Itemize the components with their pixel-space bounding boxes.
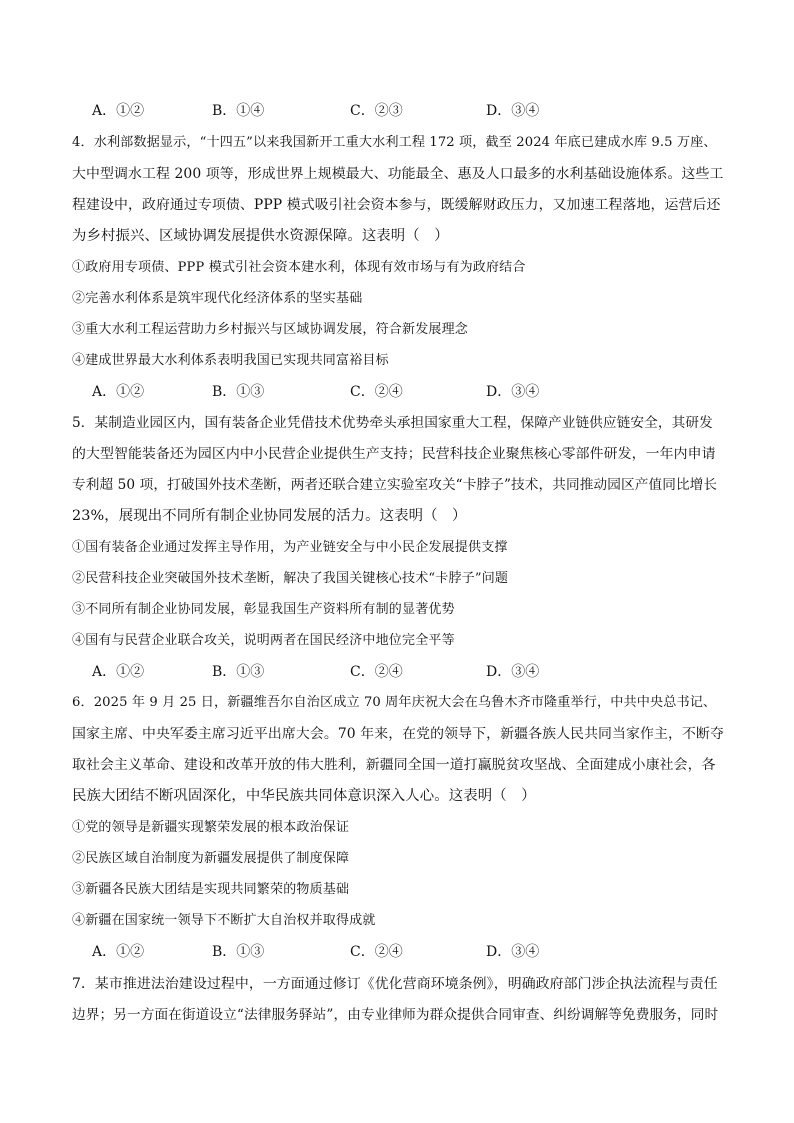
q5-option-d[interactable]: D．③④	[486, 664, 540, 680]
q3-options	[92, 101, 652, 121]
q3-option-d[interactable]: D．③④	[486, 103, 540, 119]
q5-text-line: 专利超 50 项，打破国外技术垄断，两者还联合建立实验室攻关“卡脖子”技术，共同推动园区产值同比增长	[72, 477, 718, 493]
q6-statement: ③新疆各民族大团结是实现共同繁荣的物质基础	[72, 882, 350, 897]
q6-statement: ②民族区域自治制度为新疆发展提供了制度保障	[72, 851, 350, 866]
q4-options	[92, 382, 652, 402]
q5-statement: ④国有与民营企业联合攻关，说明两者在国民经济中地位完全平等	[72, 633, 455, 648]
q4-option-c[interactable]: C．②④	[350, 384, 403, 400]
q7-text-line: 边界；另一方面在街道设立“法律服务驿站”，由专业律师为群众提供合同审查、纠纷调解等免费服务，同时	[72, 1007, 719, 1023]
q5-text-line: 5．某制造业园区内，国有装备企业凭借技术优势牵头承担国家重大工程，保障产业链供应链安全，其研发	[72, 415, 713, 431]
q5-option-b[interactable]: B．①③	[212, 664, 265, 680]
q6-option-c[interactable]: C．②④	[350, 944, 403, 960]
q4-text-line: 程建设中，政府通过专项债、PPP 模式吸引社会资本参与，既缓解财政压力，又加速工程落地，运营后还	[72, 197, 721, 213]
q7-text-line: 7．某市推进法治建设过程中，一方面通过修订《优化营商环境条例》，明确政府部门涉企执法流程与责任	[72, 976, 718, 992]
q5-statement: ①国有装备企业通过发挥主导作用，为产业链安全与中小民企发展提供支撑	[72, 540, 508, 555]
q6-option-d[interactable]: D．③④	[486, 944, 540, 960]
q5-statement: ②民营科技企业突破国外技术垄断，解决了我国关键核心技术“卡脖子”问题	[72, 571, 509, 586]
q5-statement: ③不同所有制企业协同发展，彰显我国生产资料所有制的显著优势	[72, 602, 455, 617]
q3-option-b[interactable]: B．①④	[212, 103, 265, 119]
q3-option-a[interactable]: A．①②	[92, 103, 145, 119]
q4-option-b[interactable]: B．①③	[212, 384, 265, 400]
q5-option-a[interactable]: A．①②	[92, 664, 145, 680]
q5-text-line: 23%，展现出不同所有制企业协同发展的活力。这表明（ ）	[72, 508, 467, 524]
q4-text-line: 大中型调水工程 200 项等，形成世界上规模最大、功能最全、惠及人口最多的水利基础设施体系。这些工	[72, 166, 724, 182]
q6-statement: ④新疆在国家统一领导下不断扩大自治权并取得成就	[72, 913, 376, 928]
q6-option-a[interactable]: A．①②	[92, 944, 145, 960]
q4-statement: ①政府用专项债、PPP 模式引社会资本建水利，体现有效市场与有为政府结合	[72, 260, 526, 275]
q4-option-d[interactable]: D．③④	[486, 384, 540, 400]
q4-statement: ④建成世界最大水利体系表明我国已实现共同富裕目标	[72, 353, 389, 368]
q6-statement: ①党的领导是新疆实现繁荣发展的根本政治保证	[72, 820, 350, 835]
q4-statement: ②完善水利体系是筑牢现代化经济体系的坚实基础	[72, 291, 363, 306]
q6-text-line: 取社会主义革命、建设和改革开放的伟大胜利，新疆同全国一道打赢脱贫攻坚战、全面建成小康社会，各	[72, 757, 716, 773]
q4-text-line: 为乡村振兴、区域协调发展提供水资源保障。这表明（ ）	[72, 228, 449, 244]
q5-option-c[interactable]: C．②④	[350, 664, 403, 680]
q6-options	[92, 942, 652, 962]
q6-text-line: 国家主席、中央军委主席习近平出席大会。70 年来，在党的领导下，新疆各族人民共同当家作主，不断夺	[72, 726, 724, 742]
q5-text-line: 的大型智能装备还为园区内中小民营企业提供生产支持；民营科技企业聚焦核心零部件研发，一年内申请	[72, 446, 716, 462]
q6-option-b[interactable]: B．①③	[212, 944, 265, 960]
q3-option-c[interactable]: C．②③	[350, 103, 403, 119]
q6-text-line: 6．2025 年 9 月 25 日，新疆维吾尔自治区成立 70 周年庆祝大会在乌鲁木齐市隆重举行，中共中央总书记、	[72, 695, 717, 710]
q4-statement: ③重大水利工程运营助力乡村振兴与区域协调发展，符合新发展理念	[72, 322, 469, 337]
q4-option-a[interactable]: A．①②	[92, 384, 145, 400]
q4-text-line: 4．水利部数据显示，“十四五”以来我国新开工重大水利工程 172 项，截至 2024 年底已建成水库 9.5 万座、	[72, 135, 717, 150]
q5-options	[92, 662, 652, 682]
q6-text-line: 民族大团结不断巩固深化，中华民族共同体意识深入人心。这表明（ ）	[72, 788, 536, 804]
